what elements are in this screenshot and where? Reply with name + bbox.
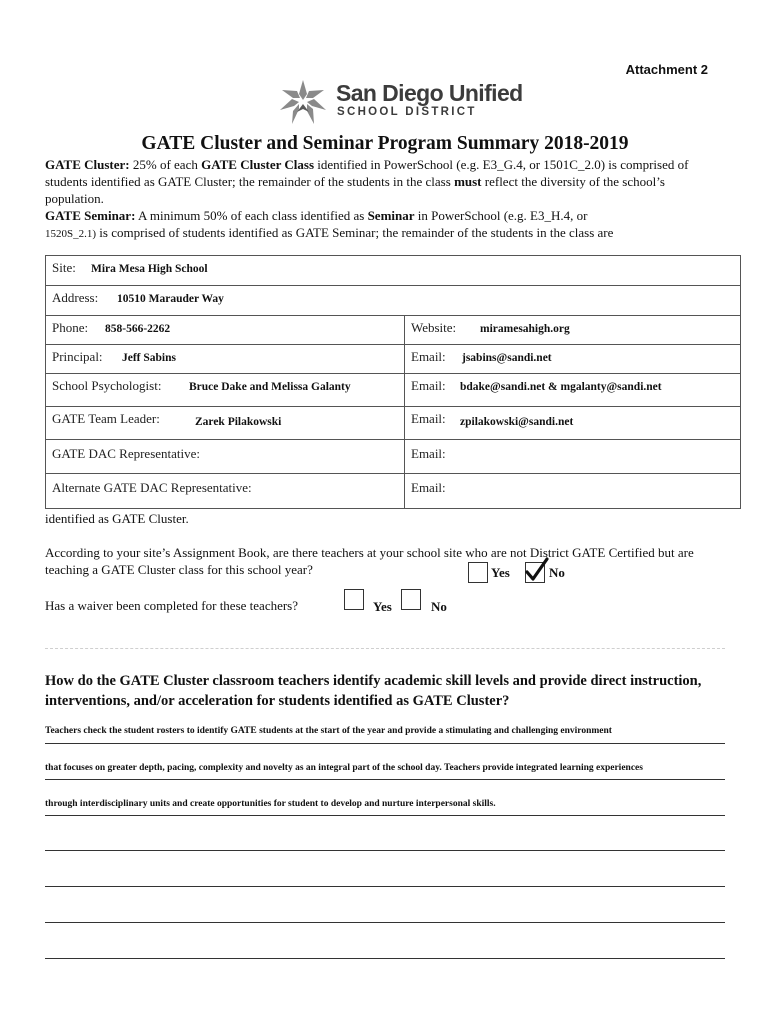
cluster-description — [45, 156, 725, 207]
cluster-class-term: GATE Cluster Class — [201, 157, 315, 172]
answer-rule-6[interactable] — [45, 922, 725, 923]
certification-question — [45, 544, 725, 578]
website-cell[interactable] — [405, 316, 740, 344]
answer-rule-5[interactable] — [45, 886, 725, 887]
answer-line-2: that focuses on greater depth, pacing, complexity and novelty as an integral part of the school day. Teachers provide integrated learning experiences — [45, 763, 643, 773]
address-value: 10510 Marauder Way — [117, 293, 224, 305]
dac-label: GATE DAC Representative: — [52, 446, 201, 461]
checkmark-icon — [524, 557, 550, 583]
seminar-term: Seminar — [367, 208, 415, 223]
waiver-no-checkbox[interactable] — [401, 589, 421, 610]
alternate-dac-row — [46, 474, 740, 508]
answer-line-3: through interdisciplinary units and create opportunities for student to develop and nurture interpersonal skills. — [45, 799, 496, 809]
answer-rule-4[interactable] — [45, 850, 725, 851]
dac-row — [46, 440, 740, 474]
address-row — [46, 286, 740, 316]
principal-value: Jeff Sabins — [122, 352, 176, 364]
answer-rule-1[interactable] — [45, 743, 725, 744]
psychologist-email-label: Email: — [411, 378, 446, 393]
page-title: GATE Cluster and Seminar Program Summary 2018-2019 — [141, 133, 629, 154]
seminar-label: GATE Seminar: — [45, 208, 136, 223]
alternate-dac-email-cell[interactable] — [405, 474, 740, 508]
address-cell[interactable] — [46, 286, 740, 315]
cluster-text-2: identified in PowerSchool (e.g. E3_G.4, or 1501C_2.0) is comprised of students identified as GATE Cluster; the remainder of the students in the class — [45, 157, 689, 189]
psychologist-row — [46, 374, 740, 407]
alternate-dac-email-label: Email: — [411, 480, 446, 495]
seminar-text-3: is comprised of students identified as GATE Seminar; the remainder of the students in the class are — [96, 225, 614, 240]
must-term: must — [454, 174, 482, 189]
instruction-question: How do the GATE Cluster classroom teachers identify academic skill levels and provide direct instruction, interventions, and/or acceleration for students identified as GATE Cluster? — [45, 673, 702, 709]
logo-subtitle: SCHOOL DISTRICT — [337, 106, 477, 118]
team-leader-email-cell[interactable] — [405, 407, 740, 439]
cluster-text-3: reflect the diversity of the school’s population. — [45, 174, 665, 206]
team-leader-value: Zarek Pilakowski — [195, 416, 282, 428]
principal-label: Principal: — [52, 349, 103, 364]
cluster-label: GATE Cluster: — [45, 157, 130, 172]
principal-email-label: Email: — [411, 349, 446, 364]
cluster-text-1: 25% of each — [129, 157, 202, 172]
principal-email-value: jsabins@sandi.net — [462, 352, 552, 364]
website-label: Website: — [411, 320, 457, 335]
dac-cell[interactable] — [46, 440, 405, 473]
seminar-text-2: in PowerSchool (e.g. E3_H.4, or — [414, 208, 588, 223]
dac-email-label: Email: — [411, 446, 446, 461]
psychologist-value: Bruce Dake and Melissa Galanty — [189, 381, 351, 393]
psychologist-cell[interactable] — [46, 374, 405, 406]
site-cell[interactable] — [46, 256, 740, 285]
logo-title: San Diego Unified — [336, 80, 523, 106]
waiver-question: Has a waiver been completed for these teachers? — [45, 598, 299, 613]
certification-question-text: According to your site’s Assignment Book, are there teachers at your school site who are not District GATE Certified but are teaching a GATE Cluster class for this school year? — [45, 545, 694, 577]
answer-rule-7[interactable] — [45, 958, 725, 959]
seminar-description — [45, 207, 725, 243]
website-value: miramesahigh.org — [480, 323, 570, 335]
psychologist-email-value: bdake@sandi.net & mgalanty@sandi.net — [460, 381, 662, 393]
answer-line-1: Teachers check the student rosters to identify GATE students at the start of the year and provide a stimulating and challenging environment — [45, 726, 612, 736]
certification-yes-checkbox[interactable] — [468, 562, 488, 583]
phone-value: 858-566-2262 — [105, 323, 171, 335]
psychologist-label: School Psychologist: — [52, 378, 162, 393]
phone-row — [46, 316, 740, 345]
phone-cell[interactable] — [46, 316, 405, 344]
answer-rule-2[interactable] — [45, 779, 725, 780]
certification-yes-label: Yes — [491, 565, 510, 580]
certification-no-label: No — [549, 565, 565, 580]
address-label: Address: — [52, 290, 99, 305]
site-label: Site: — [52, 260, 76, 275]
principal-email-cell[interactable] — [405, 345, 740, 373]
program-description — [45, 156, 725, 243]
team-leader-row — [46, 407, 740, 440]
waiver-yes-label: Yes — [373, 599, 392, 614]
school-info-table — [45, 255, 741, 509]
attachment-label: Attachment 2 — [625, 62, 708, 77]
seminar-code: 1520S_2.1) — [45, 228, 97, 240]
certification-no-checkbox[interactable] — [525, 562, 545, 583]
team-leader-email-value: zpilakowski@sandi.net — [460, 416, 574, 428]
star-logo-icon — [276, 78, 330, 126]
district-logo — [276, 78, 523, 128]
phone-label: Phone: — [52, 320, 89, 335]
team-leader-label: GATE Team Leader: — [52, 411, 160, 426]
principal-cell[interactable] — [46, 345, 405, 373]
alternate-dac-cell[interactable] — [46, 474, 405, 508]
waiver-yes-checkbox[interactable] — [344, 589, 364, 610]
site-value: Mira Mesa High School — [91, 263, 208, 275]
continuation-text: identified as GATE Cluster. — [45, 511, 189, 526]
alternate-dac-label: Alternate GATE DAC Representative: — [52, 480, 252, 495]
section-divider — [45, 648, 725, 649]
site-row — [46, 256, 740, 286]
team-leader-email-label: Email: — [411, 411, 446, 426]
psychologist-email-cell[interactable] — [405, 374, 740, 406]
principal-row — [46, 345, 740, 374]
waiver-no-label: No — [431, 599, 447, 614]
dac-email-cell[interactable] — [405, 440, 740, 473]
seminar-text-1: A minimum 50% of each class identified as — [135, 208, 368, 223]
team-leader-cell[interactable] — [46, 407, 405, 439]
answer-rule-3[interactable] — [45, 815, 725, 816]
